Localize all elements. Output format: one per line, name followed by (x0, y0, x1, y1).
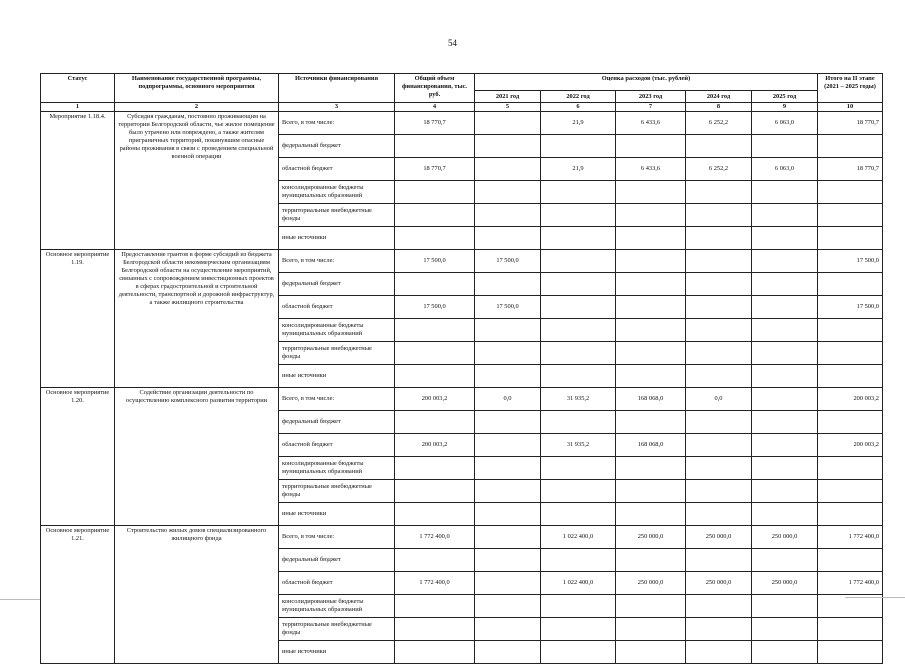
funding-source: территориальные внебюджетные фонды (279, 480, 395, 503)
amount-cell-stage: 17 500,0 (818, 250, 883, 273)
amount-cell-total: 17 500,0 (395, 296, 475, 319)
amount-cell-stage: 1 772 400,0 (818, 526, 883, 549)
amount-cell-stage (818, 342, 883, 365)
column-number: 3 (279, 103, 395, 112)
amount-cell-stage (818, 503, 883, 526)
column-number: 7 (616, 103, 686, 112)
amount-cell-y2025 (752, 641, 818, 664)
header-total: Общий объем финансирования, тыс. руб. (395, 74, 475, 103)
amount-cell-y2024 (686, 365, 752, 388)
amount-cell-y2024 (686, 618, 752, 641)
amount-cell-y2023 (616, 480, 686, 503)
measure-status: Мероприятие 1.18.4. (41, 112, 115, 250)
amount-cell-y2024: 6 252,2 (686, 158, 752, 181)
funding-source: консолидированные бюджеты муниципальных образований (279, 457, 395, 480)
amount-cell-y2021 (475, 641, 541, 664)
column-number: 1 (41, 103, 115, 112)
amount-cell-y2022 (541, 135, 616, 158)
header-estimate: Оценка расходов (тыс. рублей) (475, 74, 818, 91)
amount-cell-stage (818, 457, 883, 480)
amount-cell-total (395, 273, 475, 296)
funding-source: территориальные внебюджетные фонды (279, 618, 395, 641)
amount-cell-stage: 200 003,2 (818, 434, 883, 457)
amount-cell-stage: 18 770,7 (818, 158, 883, 181)
amount-cell-total: 17 500,0 (395, 250, 475, 273)
amount-cell-y2022 (541, 342, 616, 365)
amount-cell-total (395, 135, 475, 158)
amount-cell-total (395, 204, 475, 227)
funding-source: областной бюджет (279, 572, 395, 595)
amount-cell-y2021 (475, 365, 541, 388)
table-row (41, 526, 883, 549)
amount-cell-y2021: 17 500,0 (475, 250, 541, 273)
amount-cell-y2024 (686, 434, 752, 457)
amount-cell-y2023: 168 068,0 (616, 434, 686, 457)
amount-cell-y2021 (475, 411, 541, 434)
amount-cell-y2021 (475, 572, 541, 595)
column-number: 9 (752, 103, 818, 112)
amount-cell-y2025 (752, 227, 818, 250)
amount-cell-y2022 (541, 618, 616, 641)
funding-source: территориальные внебюджетные фонды (279, 342, 395, 365)
measure-status: Основное мероприятие 1.21. (41, 526, 115, 664)
amount-cell-y2021 (475, 434, 541, 457)
column-number: 8 (686, 103, 752, 112)
amount-cell-y2024 (686, 135, 752, 158)
amount-cell-y2021 (475, 158, 541, 181)
header-status: Статус (41, 74, 115, 103)
amount-cell-y2023 (616, 457, 686, 480)
amount-cell-y2025 (752, 411, 818, 434)
amount-cell-total (395, 549, 475, 572)
amount-cell-y2021 (475, 273, 541, 296)
amount-cell-y2025 (752, 296, 818, 319)
amount-cell-y2024 (686, 503, 752, 526)
amount-cell-y2023: 250 000,0 (616, 526, 686, 549)
amount-cell-y2025 (752, 480, 818, 503)
amount-cell-y2024 (686, 181, 752, 204)
amount-cell-stage (818, 273, 883, 296)
measure-description: Содействие организации деятельности по осуществлению комплексного развития территории (115, 388, 279, 526)
amount-cell-y2024 (686, 641, 752, 664)
amount-cell-y2025: 6 063,0 (752, 158, 818, 181)
amount-cell-y2025: 6 063,0 (752, 112, 818, 135)
funding-source: консолидированные бюджеты муниципальных образований (279, 319, 395, 342)
amount-cell-y2021 (475, 112, 541, 135)
amount-cell-total (395, 618, 475, 641)
table-row (41, 388, 883, 411)
table-row (41, 112, 883, 135)
header-year: 2023 год (616, 91, 686, 103)
amount-cell-y2025 (752, 457, 818, 480)
measure-description: Субсидия гражданам, постоянно проживающим на территории Белгородской области, чье жилое помещение было утрачено или повреждено, а также жителям приграничных территорий, покинувшим опасные районы проживания в связи с проведением специальной военной операции (115, 112, 279, 250)
amount-cell-total (395, 457, 475, 480)
amount-cell-y2021 (475, 503, 541, 526)
header-year: 2025 год (752, 91, 818, 103)
amount-cell-y2025 (752, 618, 818, 641)
amount-cell-stage: 17 500,0 (818, 296, 883, 319)
amount-cell-total (395, 181, 475, 204)
measure-description: Предоставление грантов в форме субсидий из бюджета Белгородской области некоммерческим организациям Белгородской области на осуществление мероприятий, связанных с сопровождением инвестиционных проектов в сферах градостроительной и строительной деятельности, транспортной и дорожной инфраструктур, а также жилищного строительства (115, 250, 279, 388)
funding-source: федеральный бюджет (279, 273, 395, 296)
amount-cell-y2022: 1 022 400,0 (541, 572, 616, 595)
financing-table (40, 73, 883, 664)
amount-cell-y2021: 0,0 (475, 388, 541, 411)
amount-cell-y2024 (686, 342, 752, 365)
amount-cell-y2022 (541, 250, 616, 273)
amount-cell-total (395, 342, 475, 365)
amount-cell-y2024 (686, 296, 752, 319)
amount-cell-total: 18 770,7 (395, 158, 475, 181)
funding-source: иные источники (279, 641, 395, 664)
amount-cell-y2022: 21,9 (541, 112, 616, 135)
column-number: 6 (541, 103, 616, 112)
page-number: 54 (448, 38, 457, 48)
amount-cell-y2023 (616, 641, 686, 664)
amount-cell-y2024 (686, 250, 752, 273)
amount-cell-y2024 (686, 549, 752, 572)
amount-cell-total (395, 365, 475, 388)
amount-cell-y2025 (752, 273, 818, 296)
amount-cell-total (395, 595, 475, 618)
amount-cell-y2023 (616, 342, 686, 365)
amount-cell-y2023 (616, 549, 686, 572)
measure-status: Основное мероприятие 1.20. (41, 388, 115, 526)
amount-cell-stage (818, 204, 883, 227)
amount-cell-y2021 (475, 595, 541, 618)
amount-cell-y2021 (475, 319, 541, 342)
amount-cell-y2022 (541, 503, 616, 526)
amount-cell-y2024: 6 252,2 (686, 112, 752, 135)
amount-cell-y2024: 250 000,0 (686, 526, 752, 549)
amount-cell-y2023 (616, 503, 686, 526)
amount-cell-y2024 (686, 595, 752, 618)
amount-cell-y2022 (541, 411, 616, 434)
amount-cell-y2024: 250 000,0 (686, 572, 752, 595)
amount-cell-stage (818, 618, 883, 641)
amount-cell-y2025 (752, 181, 818, 204)
amount-cell-y2021 (475, 204, 541, 227)
amount-cell-y2022 (541, 273, 616, 296)
funding-source: федеральный бюджет (279, 549, 395, 572)
header-source: Источники финансирования (279, 74, 395, 103)
header-stage-total: Итого на II этапе (2021 – 2025 годы) (818, 74, 883, 103)
amount-cell-y2023 (616, 595, 686, 618)
amount-cell-y2023 (616, 365, 686, 388)
funding-source: Всего, в том числе: (279, 112, 395, 135)
amount-cell-y2023 (616, 204, 686, 227)
amount-cell-y2025 (752, 549, 818, 572)
amount-cell-stage (818, 319, 883, 342)
amount-cell-y2025 (752, 342, 818, 365)
amount-cell-y2025 (752, 365, 818, 388)
header-year: 2024 год (686, 91, 752, 103)
amount-cell-stage (818, 365, 883, 388)
amount-cell-y2022 (541, 181, 616, 204)
amount-cell-total (395, 411, 475, 434)
column-numbers-row (41, 103, 883, 112)
amount-cell-stage (818, 641, 883, 664)
amount-cell-y2025 (752, 250, 818, 273)
amount-cell-y2025 (752, 388, 818, 411)
amount-cell-y2021 (475, 342, 541, 365)
amount-cell-y2025: 250 000,0 (752, 526, 818, 549)
amount-cell-y2021 (475, 618, 541, 641)
amount-cell-total (395, 319, 475, 342)
amount-cell-y2023 (616, 135, 686, 158)
amount-cell-total (395, 641, 475, 664)
funding-source: федеральный бюджет (279, 411, 395, 434)
column-number: 10 (818, 103, 883, 112)
amount-cell-y2024 (686, 273, 752, 296)
amount-cell-stage: 1 772 400,0 (818, 572, 883, 595)
amount-cell-stage: 200 003,2 (818, 388, 883, 411)
amount-cell-y2021 (475, 480, 541, 503)
amount-cell-total: 200 003,2 (395, 434, 475, 457)
amount-cell-y2023: 6 433,6 (616, 158, 686, 181)
amount-cell-stage (818, 480, 883, 503)
amount-cell-y2021 (475, 549, 541, 572)
amount-cell-stage (818, 135, 883, 158)
funding-source: областной бюджет (279, 296, 395, 319)
header-year: 2021 год (475, 91, 541, 103)
amount-cell-stage (818, 411, 883, 434)
scan-artifact-line (845, 597, 905, 598)
amount-cell-y2023 (616, 181, 686, 204)
measure-status: Основное мероприятие 1.19. (41, 250, 115, 388)
amount-cell-y2025 (752, 204, 818, 227)
funding-source: территориальные внебюджетные фонды (279, 204, 395, 227)
amount-cell-y2023 (616, 411, 686, 434)
amount-cell-y2025 (752, 434, 818, 457)
amount-cell-y2025 (752, 503, 818, 526)
amount-cell-y2023 (616, 618, 686, 641)
amount-cell-y2024 (686, 227, 752, 250)
amount-cell-y2023 (616, 319, 686, 342)
column-number: 2 (115, 103, 279, 112)
amount-cell-y2021 (475, 457, 541, 480)
amount-cell-y2022: 31 935,2 (541, 434, 616, 457)
amount-cell-y2022 (541, 480, 616, 503)
column-number: 4 (395, 103, 475, 112)
funding-source: федеральный бюджет (279, 135, 395, 158)
amount-cell-y2021 (475, 227, 541, 250)
amount-cell-total (395, 227, 475, 250)
column-number: 5 (475, 103, 541, 112)
amount-cell-y2021 (475, 135, 541, 158)
funding-source: консолидированные бюджеты муниципальных образований (279, 181, 395, 204)
funding-source: иные источники (279, 365, 395, 388)
funding-source: Всего, в том числе: (279, 388, 395, 411)
amount-cell-y2025 (752, 595, 818, 618)
funding-source: Всего, в том числе: (279, 250, 395, 273)
amount-cell-total (395, 503, 475, 526)
amount-cell-y2025 (752, 319, 818, 342)
amount-cell-y2022 (541, 549, 616, 572)
amount-cell-y2022: 21,9 (541, 158, 616, 181)
amount-cell-y2025: 250 000,0 (752, 572, 818, 595)
amount-cell-stage (818, 549, 883, 572)
amount-cell-y2024 (686, 319, 752, 342)
amount-cell-y2022 (541, 319, 616, 342)
amount-cell-y2025 (752, 135, 818, 158)
amount-cell-total: 18 770,7 (395, 112, 475, 135)
funding-source: иные источники (279, 503, 395, 526)
amount-cell-y2022: 1 022 400,0 (541, 526, 616, 549)
funding-source: областной бюджет (279, 434, 395, 457)
amount-cell-y2023 (616, 227, 686, 250)
amount-cell-y2022 (541, 227, 616, 250)
amount-cell-y2023 (616, 250, 686, 273)
amount-cell-y2022: 31 935,2 (541, 388, 616, 411)
amount-cell-stage (818, 181, 883, 204)
funding-source: областной бюджет (279, 158, 395, 181)
amount-cell-y2024 (686, 480, 752, 503)
amount-cell-y2022 (541, 641, 616, 664)
header-year: 2022 год (541, 91, 616, 103)
amount-cell-total (395, 480, 475, 503)
amount-cell-total: 1 772 400,0 (395, 526, 475, 549)
amount-cell-y2022 (541, 595, 616, 618)
scan-artifact-line (0, 599, 40, 600)
measure-description: Строительство жилых домов специализированного жилищного фонда (115, 526, 279, 664)
amount-cell-y2024: 0,0 (686, 388, 752, 411)
amount-cell-y2021: 17 500,0 (475, 296, 541, 319)
amount-cell-y2023: 6 433,6 (616, 112, 686, 135)
amount-cell-y2022 (541, 296, 616, 319)
amount-cell-y2022 (541, 204, 616, 227)
amount-cell-y2023: 168 068,0 (616, 388, 686, 411)
amount-cell-stage: 18 770,7 (818, 112, 883, 135)
amount-cell-y2024 (686, 457, 752, 480)
amount-cell-stage (818, 227, 883, 250)
funding-source: иные источники (279, 227, 395, 250)
amount-cell-y2023: 250 000,0 (616, 572, 686, 595)
amount-cell-y2024 (686, 411, 752, 434)
amount-cell-total: 200 003,2 (395, 388, 475, 411)
table-body (41, 112, 883, 664)
table-row (41, 250, 883, 273)
amount-cell-total: 1 772 400,0 (395, 572, 475, 595)
funding-source: Всего, в том числе: (279, 526, 395, 549)
amount-cell-y2021 (475, 181, 541, 204)
amount-cell-y2021 (475, 526, 541, 549)
amount-cell-y2022 (541, 365, 616, 388)
funding-source: консолидированные бюджеты муниципальных образований (279, 595, 395, 618)
header-name: Наименование государственной программы, подпрограммы, основного мероприятия (115, 74, 279, 103)
amount-cell-y2024 (686, 204, 752, 227)
amount-cell-y2023 (616, 296, 686, 319)
amount-cell-y2023 (616, 273, 686, 296)
amount-cell-y2022 (541, 457, 616, 480)
